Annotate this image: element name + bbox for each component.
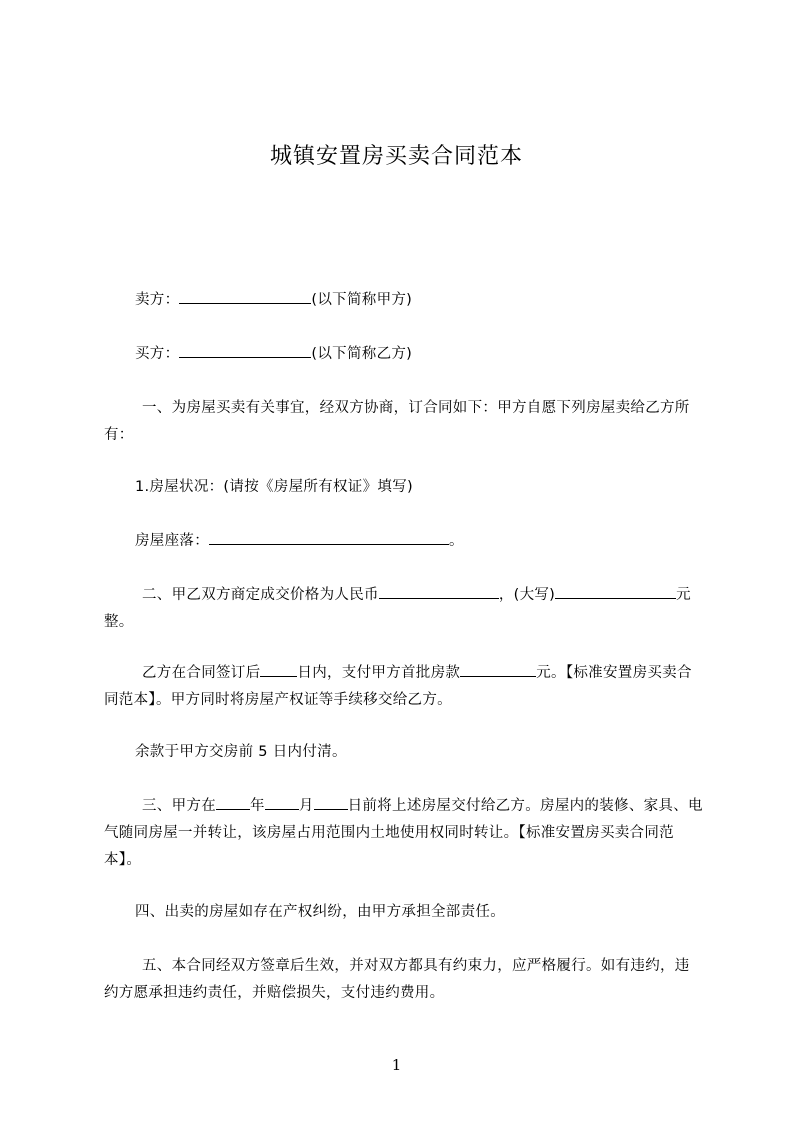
location-label: 房屋座落： — [135, 533, 209, 549]
clause-2 — [104, 582, 704, 636]
clause-1: 一、为房屋买卖有关事宜，经双方协商，订合同如下：甲方自愿下列房屋卖给乙方所有： — [104, 400, 690, 443]
month-blank[interactable] — [265, 795, 299, 810]
buyer-blank[interactable] — [179, 343, 311, 358]
clause-4: 四、出卖的房屋如存在产权纠纷，由甲方承担全部责任。 — [135, 904, 505, 920]
clause-3 — [104, 793, 704, 874]
clause-2-middle: ，(大写) — [498, 587, 556, 603]
balance-paragraph: 余款于甲方交房前 5 日内付清。 — [135, 744, 347, 760]
seller-label: 卖方： — [135, 292, 180, 308]
clause-3-suffix: 日前将上述房屋交付给乙方。房屋内的装修、家具、电气随同房屋一并转让，该房屋占用范围内土地使用权同时转让。【标准安置房买卖合同范本】。 — [104, 798, 703, 868]
seller-suffix: (以下简称甲方) — [311, 292, 413, 308]
page-title: 城镇安置房买卖合同范本 — [269, 144, 523, 169]
price-words-blank[interactable] — [555, 584, 676, 599]
item-1-property-status: 1.房屋状况：(请按《房屋所有权证》填写) — [135, 479, 413, 495]
payment-middle-2: 元。【标准安置房买卖合同范本】。甲方同时将房屋产权证等手续移交给乙方。 — [104, 665, 692, 708]
buyer-suffix: (以下简称乙方) — [311, 346, 413, 362]
payment-days-blank[interactable] — [260, 662, 297, 677]
location-line — [104, 528, 704, 555]
seller-line — [104, 287, 704, 314]
location-blank[interactable] — [209, 530, 449, 545]
buyer-label: 买方： — [135, 346, 180, 362]
payment-amount-blank[interactable] — [460, 662, 536, 677]
year-blank[interactable] — [216, 795, 250, 810]
payment-middle-1: 日内，支付甲方首批房款 — [297, 665, 461, 681]
clause-2-prefix: 二、甲乙双方商定成交价格为人民币 — [142, 587, 379, 603]
clause-3-year: 年 — [250, 798, 265, 814]
buyer-line — [104, 341, 704, 368]
day-blank[interactable] — [314, 795, 348, 810]
clause-5: 五、本合同经双方签章后生效，并对双方都具有约束力，应严格履行。如有违约，违约方愿承担违约责任，并赔偿损失，支付违约费用。 — [104, 958, 690, 1001]
payment-paragraph — [104, 660, 704, 714]
clause-3-month: 月 — [298, 798, 314, 814]
payment-prefix: 乙方在合同签订后 — [142, 665, 261, 681]
seller-blank[interactable] — [179, 289, 311, 304]
page-number: 1 — [391, 1056, 402, 1074]
location-suffix: 。 — [449, 533, 464, 549]
clause-2-suffix: 元整。 — [104, 587, 691, 630]
clause-3-prefix: 三、甲方在 — [142, 798, 216, 814]
price-blank[interactable] — [379, 584, 499, 599]
